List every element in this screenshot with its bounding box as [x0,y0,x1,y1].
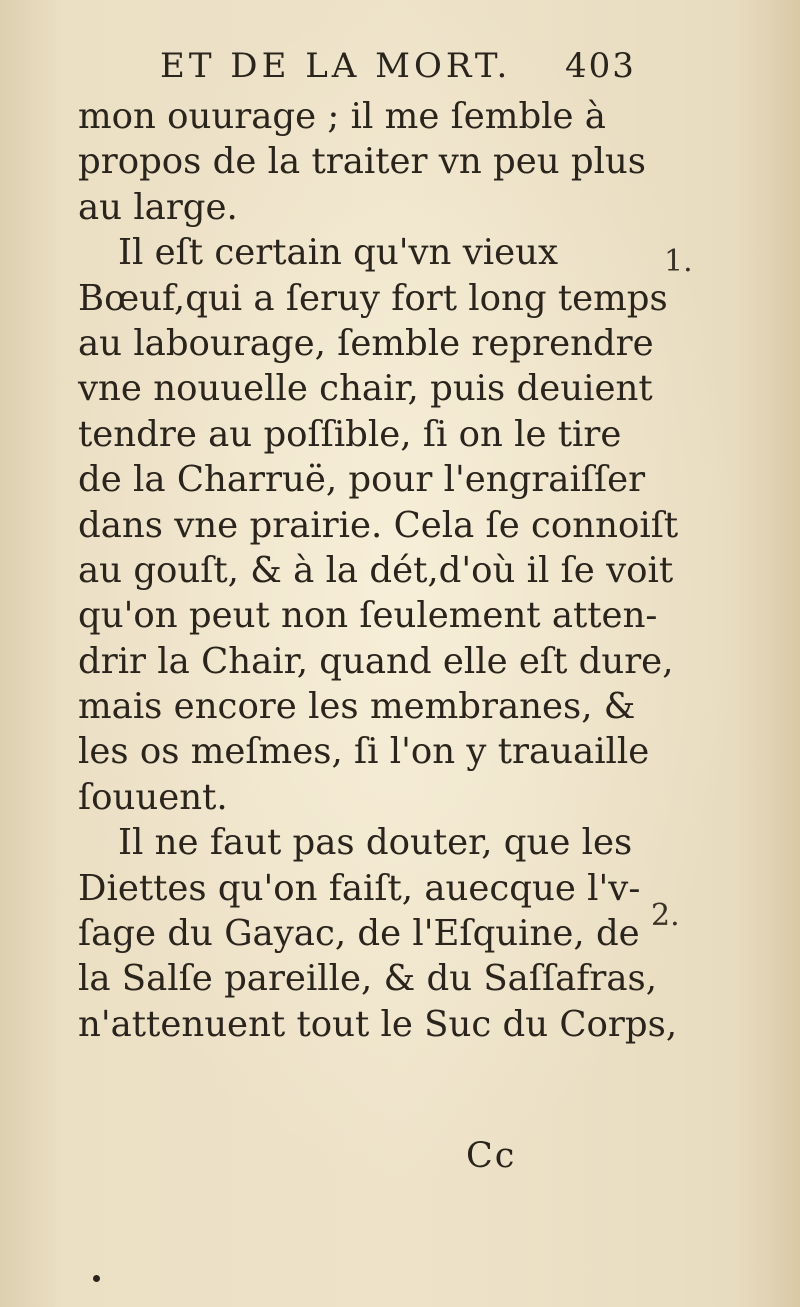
margin-note: 2. [651,898,680,933]
text-line: de la Charruë, pour l'engraiſſer [78,459,646,501]
page-header [160,46,660,90]
ink-speck [93,1275,100,1282]
text-line: dans vne prairie. Cela ſe connoiſt [78,504,679,546]
running-head: ET DE LA MORT. [160,46,512,86]
text-line: qu'on peut non ſeulement atten- [78,595,658,637]
text-line: mais encore les membranes, & [78,686,636,728]
text-line: au gouſt, & à la dét,d'où il ſe voit [78,549,674,591]
text-line: drir la Chair, quand elle eſt dure, [78,640,674,682]
text-line: propos de la traiter vn peu plus [78,141,647,183]
text-line: les os meſmes, ſi l'on y trauaille [78,731,650,773]
text-line: Bœuf,qui a ſeruy fort long temps [78,277,668,319]
margin-note: 1. [664,244,693,279]
page-number: 403 [565,46,636,86]
paragraph [78,820,678,1047]
text-line: Diettes qu'on faiſt, auecque l'v- [78,867,641,909]
text-line: vne nouuelle chair, puis deuient [78,368,653,410]
text-line: Il eſt certain qu'vn vieux [118,232,559,274]
text-line: n'attenuent tout le Suc du Corps, [78,1003,678,1045]
text-line: ſage du Gayac, de l'Eſquine, de [78,913,640,955]
text-line: la Salſe pareille, & du Saſſafras, [78,958,658,1000]
text-line: Il ne faut pas douter, que les [118,822,633,864]
text-line: mon ouurage ; il me ſemble à [78,96,606,137]
body-text [78,94,679,1047]
text-line: ſouuent. [78,776,228,818]
paragraph [78,230,679,820]
catchword: Cc [466,1136,517,1176]
text-line: au large. [78,186,238,228]
text-line: tendre au poſſible, ſi on le tire [78,413,622,455]
text-line: au labourage, ſemble reprendre [78,322,654,364]
paragraph [78,94,648,230]
